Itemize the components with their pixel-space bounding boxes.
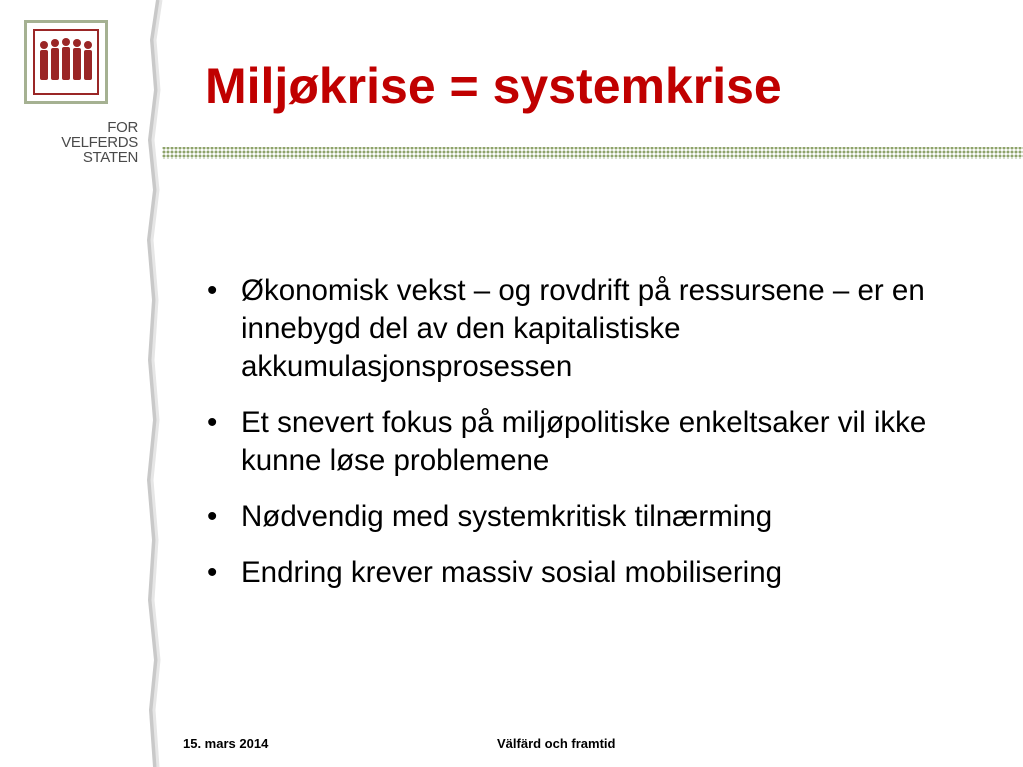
bullet-item xyxy=(207,554,987,592)
bullet-text: Nødvendig med systemkritisk tilnærming xyxy=(241,500,773,533)
bullet-dot: • xyxy=(207,500,218,533)
bullet-dot: • xyxy=(207,406,218,439)
footer-title: Välfärd och framtid xyxy=(497,736,616,751)
bullet-item xyxy=(207,272,987,386)
bullet-dot: • xyxy=(207,556,218,589)
bullet-item xyxy=(207,498,987,536)
bullet-list xyxy=(207,272,987,610)
slide-title: Miljøkrise = systemkrise xyxy=(205,58,782,114)
logo-inner-box xyxy=(33,29,99,95)
bullet-text: Økonomisk vekst – og rovdrift på ressursene – er en innebygd del av den kapitalistiske akkumulasjonsprosessen xyxy=(241,274,925,383)
bullet-text: Endring krever massiv sosial mobilisering xyxy=(241,556,783,589)
bullet-text: Et snevert fokus på miljøpolitiske enkeltsaker vil ikke kunne løse problemene xyxy=(241,406,927,477)
logo-frame xyxy=(24,20,108,104)
logo-line-1: FOR xyxy=(107,119,138,136)
bullet-dot: • xyxy=(207,274,218,307)
dotted-divider xyxy=(162,146,1023,160)
logo-line-2: VELFERDS xyxy=(61,134,138,151)
for-velferdsstaten-logo xyxy=(24,20,138,166)
logo-line-3: STATEN xyxy=(82,149,138,166)
left-decorative-panel xyxy=(0,0,170,767)
people-icon xyxy=(35,31,97,93)
logo-wordmark xyxy=(52,120,138,165)
bullet-item xyxy=(207,404,987,480)
footer-date: 15. mars 2014 xyxy=(183,736,269,751)
